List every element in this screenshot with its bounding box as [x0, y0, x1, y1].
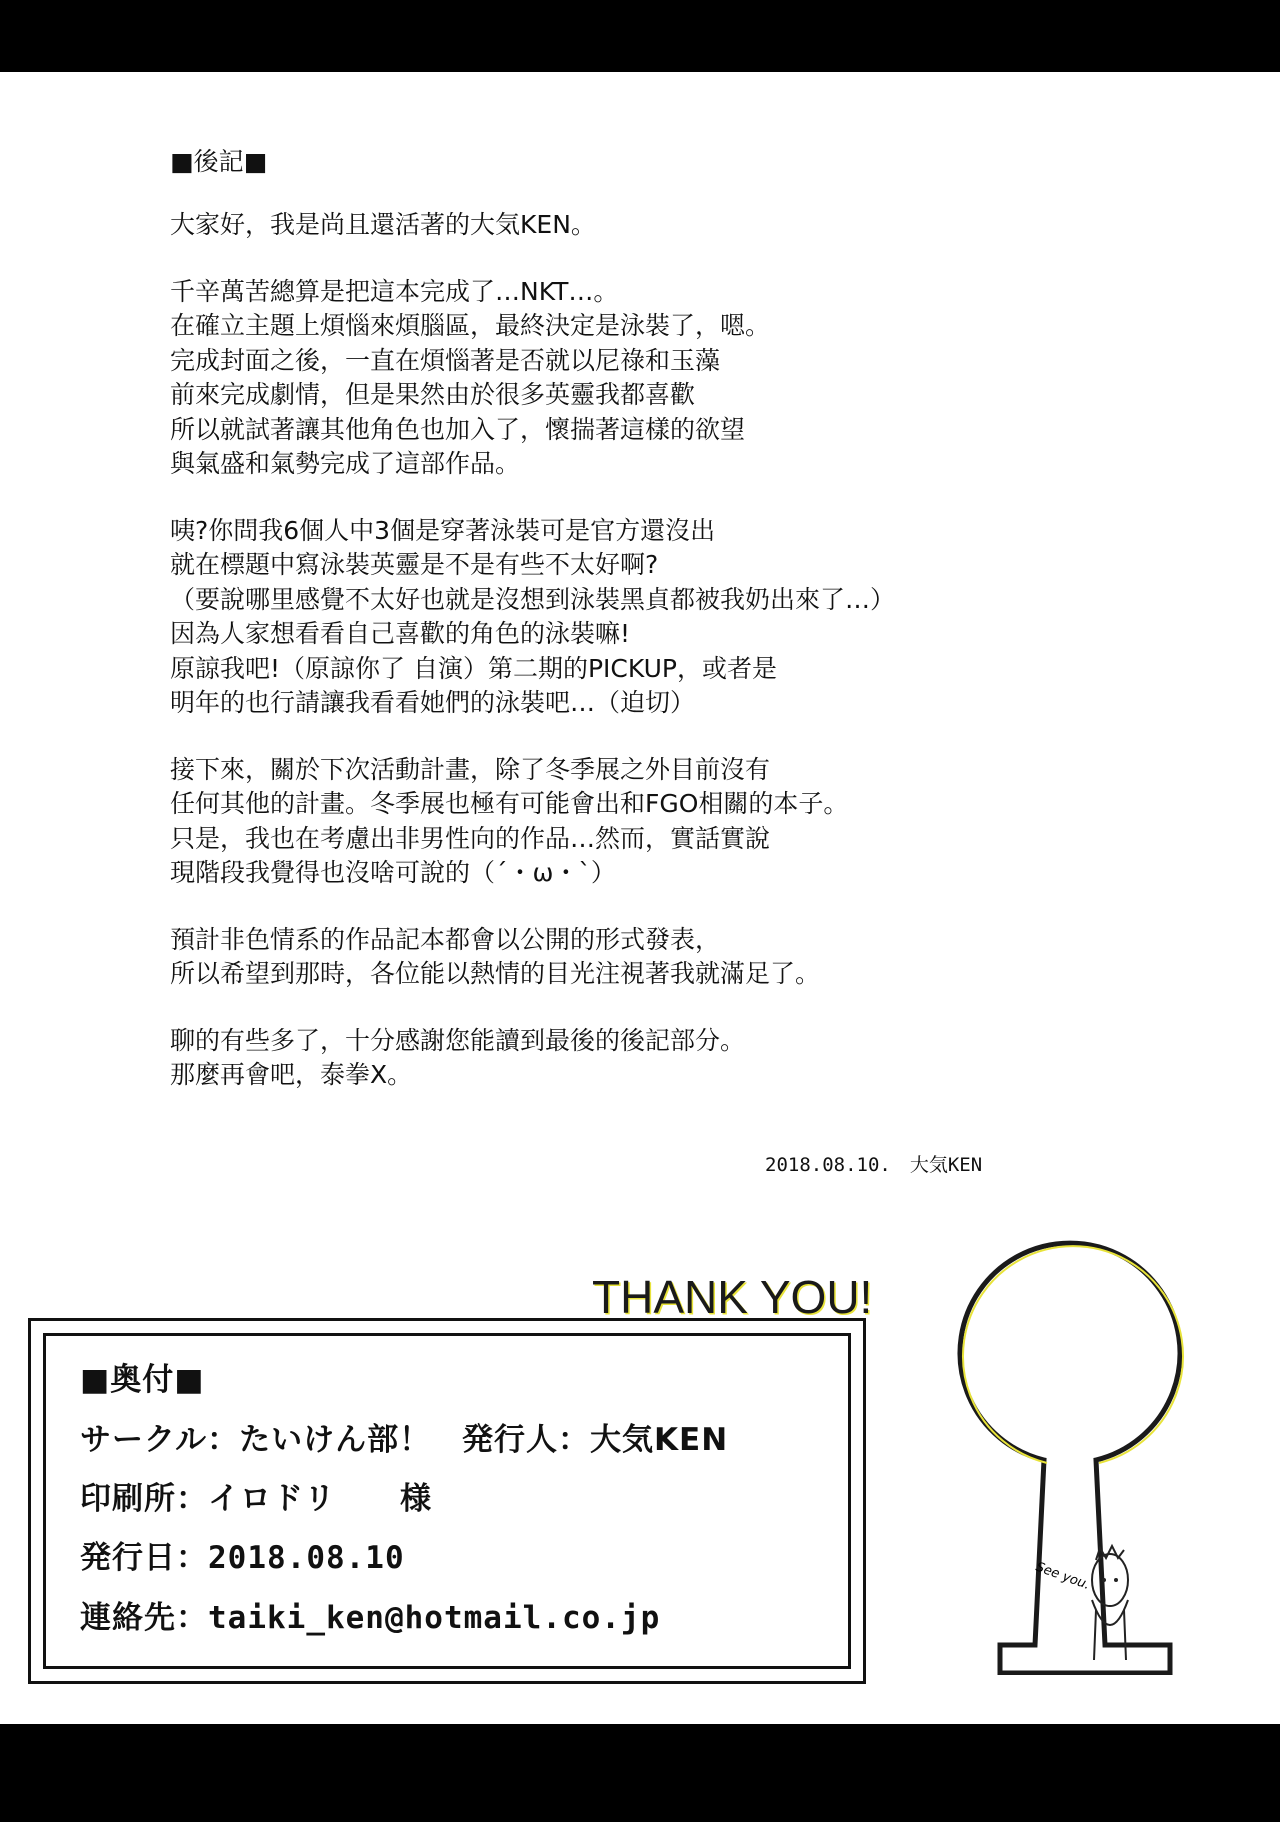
afterword-line: （要說哪里感覺不太好也就是沒想到泳裝黑貞都被我奶出來了…） — [170, 584, 896, 614]
scan-border-bottom — [0, 1724, 1280, 1822]
colophon-heading: ■奥付■ — [80, 1362, 205, 1398]
afterword-line: 與氣盛和氣勢完成了這部作品。 — [170, 449, 521, 478]
afterword-line: 現階段我覺得也沒啥可說的（´・ω・`） — [170, 858, 616, 887]
afterword-paragraph — [170, 753, 1070, 891]
colophon-date — [80, 1532, 405, 1577]
colophon-printer: 印刷所：イロドリ 様 — [80, 1481, 432, 1517]
colophon-inner-frame — [43, 1333, 851, 1669]
afterword-signature: 2018.08.10. 大気KEN — [765, 1154, 983, 1176]
colophon-box — [28, 1318, 866, 1684]
afterword-paragraph — [170, 275, 1070, 482]
afterword-line: 所以就試著讓其他角色也加入了，懷揣著這樣的欲望 — [170, 414, 746, 444]
afterword-line: 原諒我吧!（原諒你了 自演）第二期的PICKUP，或者是 — [170, 653, 777, 683]
afterword-line: 千辛萬苦總算是把這本完成了…NKT…。 — [170, 276, 619, 306]
afterword-paragraph — [170, 208, 1070, 243]
afterword-line: 明年的也行請讓我看看她們的泳裝吧…（迫切） — [170, 688, 696, 717]
keyhole-outline — [960, 1243, 1180, 1673]
afterword-paragraph — [170, 1024, 1070, 1093]
colophon-date-value: 2018.08.10 — [208, 1540, 405, 1576]
afterword-line: 預計非色情系的作品記本都會以公開的形式發表， — [170, 924, 721, 954]
afterword-paragraph — [170, 514, 1070, 721]
see-you-caption: See you. — [1033, 1559, 1092, 1594]
keyhole-illustration — [940, 1225, 1240, 1675]
afterword-line: 所以希望到那時，各位能以熱情的目光注視著我就滿足了。 — [170, 959, 821, 988]
afterword-section — [170, 142, 1070, 1125]
afterword-line: 任何其他的計畫。冬季展也極有可能會出和FGO相關的本子。 — [170, 789, 849, 818]
colophon-contact — [80, 1592, 660, 1637]
colophon-contact-label: 連絡先： — [80, 1600, 208, 1636]
afterword-line: 前來完成劇情，但是果然由於很多英靈我都喜歡 — [170, 380, 696, 409]
afterword-heading: ■後記■ — [170, 147, 268, 176]
colophon-contact-email: taiki_ken@hotmail.co.jp — [208, 1600, 661, 1636]
afterword-line: 在確立主題上煩惱來煩腦區，最終決定是泳裝了，嗯。 — [170, 311, 771, 340]
thank-you-text: THANK YOU! — [592, 1271, 873, 1323]
afterword-line: 那麼再會吧，泰拳X。 — [170, 1060, 413, 1089]
scan-border-top — [0, 0, 1280, 72]
afterword-line: 大家好，我是尚且還活著的大気KEN。 — [170, 210, 596, 239]
afterword-paragraph — [170, 923, 1070, 992]
afterword-line: 接下來，關於下次活動計畫，除了冬季展之外目前沒有 — [170, 754, 771, 784]
colophon-circle: サークル：たいけん部！ — [80, 1422, 432, 1458]
afterword-line: 聊的有些多了，十分感謝您能讀到最後的後記部分。 — [170, 1025, 746, 1055]
afterword-line: 只是，我也在考慮出非男性向的作品…然而，實話實說 — [170, 823, 771, 853]
afterword-line: 因為人家想看看自己喜歡的角色的泳裝嘛! — [170, 619, 631, 648]
colophon-date-label: 発行日： — [80, 1540, 208, 1576]
afterword-line: 就在標題中寫泳裝英靈是不是有些不太好啊? — [170, 550, 659, 579]
afterword-body — [170, 208, 1070, 1093]
afterword-line: 咦?你問我6個人中3個是穿著泳裝可是官方還沒出 — [170, 515, 716, 545]
afterword-line: 完成封面之後，一直在煩惱著是否就以尼祿和玉藻 — [170, 345, 721, 375]
colophon-publisher: 発行人：大気KEN — [462, 1422, 729, 1458]
